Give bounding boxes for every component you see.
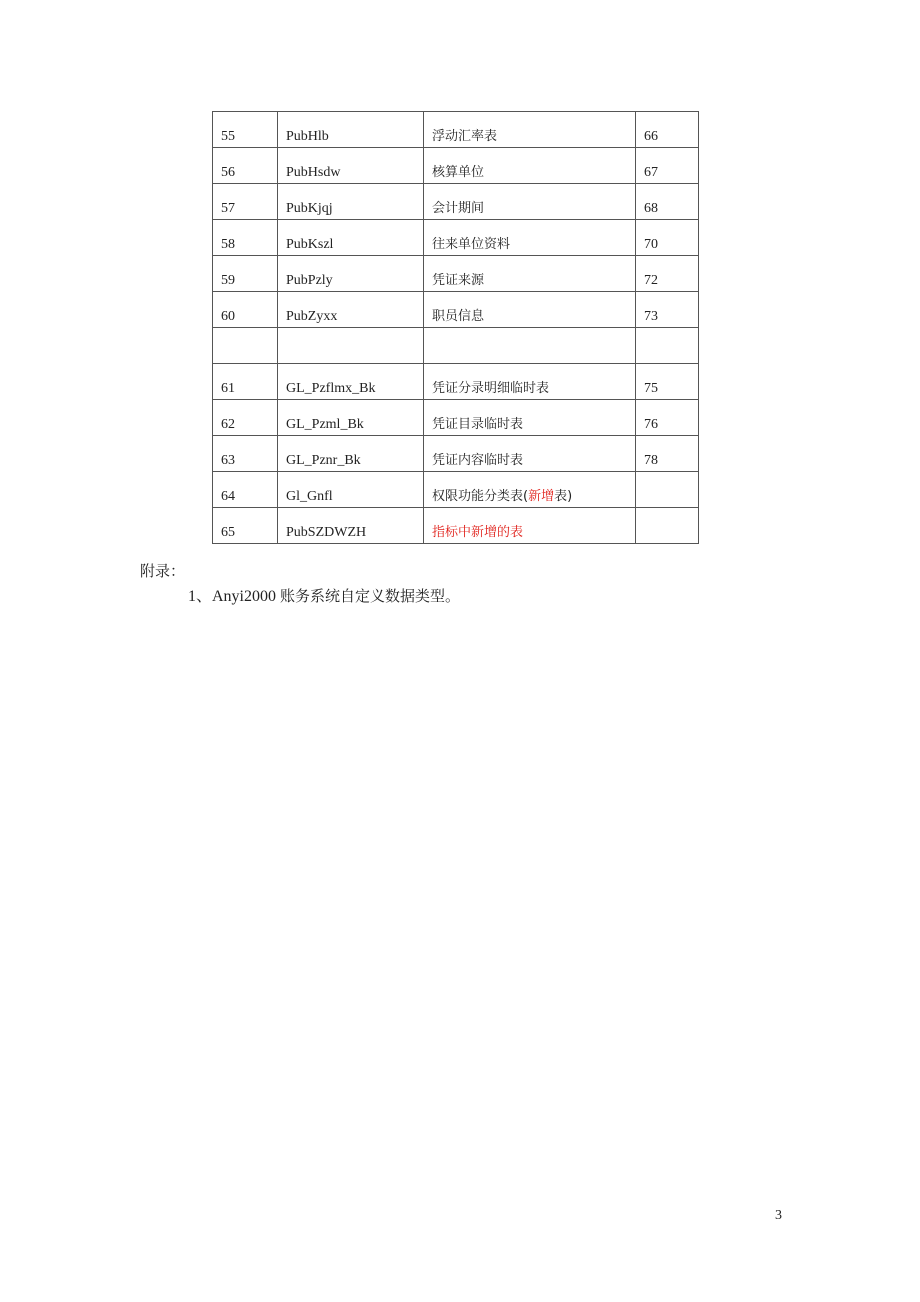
- row-name: [424, 400, 636, 436]
- row-name: [424, 256, 636, 292]
- row-index: 56: [213, 148, 278, 184]
- row-code: PubSZDWZH: [278, 508, 424, 544]
- row-page: 68: [636, 184, 699, 220]
- row-name-text: 凭证分录明细临时表: [432, 381, 550, 396]
- row-name-text: 往来单位资料: [432, 237, 511, 252]
- row-index: 55: [213, 112, 278, 148]
- table-row: [213, 220, 699, 256]
- row-name: [424, 328, 636, 364]
- appendix-title: 附录：: [140, 562, 186, 580]
- row-code: PubKjqj: [278, 184, 424, 220]
- table-row: [213, 112, 699, 148]
- appendix-item-number: 1、Anyi2000: [188, 588, 277, 605]
- row-name: [424, 184, 636, 220]
- row-name-text: 核算单位: [432, 165, 485, 180]
- row-name-text: 权限功能分类表(: [432, 489, 529, 504]
- row-code: [278, 328, 424, 364]
- row-code: GL_Pzflmx_Bk: [278, 364, 424, 400]
- row-name: [424, 292, 636, 328]
- row-name: [424, 364, 636, 400]
- table-row: [213, 184, 699, 220]
- row-code: GL_Pzml_Bk: [278, 400, 424, 436]
- row-name-text: 职员信息: [432, 309, 485, 324]
- row-name-text: 凭证内容临时表: [432, 453, 524, 468]
- row-page: 72: [636, 256, 699, 292]
- row-index: 64: [213, 472, 278, 508]
- row-page: 76: [636, 400, 699, 436]
- row-page: 75: [636, 364, 699, 400]
- row-name-highlight: 新增: [528, 489, 555, 504]
- table-row: [213, 364, 699, 400]
- row-page: 70: [636, 220, 699, 256]
- row-index: 57: [213, 184, 278, 220]
- row-page: 73: [636, 292, 699, 328]
- row-index: [213, 328, 278, 364]
- row-index: 65: [213, 508, 278, 544]
- table-list: [212, 111, 699, 544]
- row-name: [424, 436, 636, 472]
- row-code: PubKszl: [278, 220, 424, 256]
- row-name: [424, 148, 636, 184]
- row-name-tail: 表): [554, 489, 573, 504]
- row-name: [424, 220, 636, 256]
- row-code: PubZyxx: [278, 292, 424, 328]
- row-name-text: 会计期间: [432, 201, 485, 216]
- row-index: 63: [213, 436, 278, 472]
- row-name-text: 浮动汇率表: [432, 129, 498, 144]
- table-row: [213, 508, 699, 544]
- row-name: [424, 112, 636, 148]
- table-row: [213, 292, 699, 328]
- table-row: [213, 400, 699, 436]
- row-code: Gl_Gnfl: [278, 472, 424, 508]
- table-row: [213, 472, 699, 508]
- row-page: 67: [636, 148, 699, 184]
- row-page: [636, 508, 699, 544]
- table-row: [213, 256, 699, 292]
- row-code: PubHsdw: [278, 148, 424, 184]
- appendix-item: [188, 586, 460, 607]
- table-body: [213, 112, 699, 544]
- row-index: 58: [213, 220, 278, 256]
- row-index: 61: [213, 364, 278, 400]
- row-code: PubHlb: [278, 112, 424, 148]
- row-name-text: 凭证来源: [432, 273, 485, 288]
- appendix-item-text: 账务系统自定义数据类型。: [280, 587, 461, 605]
- table-row: [213, 436, 699, 472]
- row-page: 66: [636, 112, 699, 148]
- row-code: PubPzly: [278, 256, 424, 292]
- row-name-text: 凭证目录临时表: [432, 417, 524, 432]
- row-page: 78: [636, 436, 699, 472]
- row-name: [424, 472, 636, 508]
- row-index: 62: [213, 400, 278, 436]
- table-row: [213, 328, 699, 364]
- row-name: [424, 508, 636, 544]
- row-index: 60: [213, 292, 278, 328]
- row-page: [636, 328, 699, 364]
- row-name-highlight: 指标中新增的表: [432, 525, 524, 540]
- row-code: GL_Pznr_Bk: [278, 436, 424, 472]
- page-number: 3: [775, 1208, 782, 1223]
- table-row: [213, 148, 699, 184]
- row-page: [636, 472, 699, 508]
- row-index: 59: [213, 256, 278, 292]
